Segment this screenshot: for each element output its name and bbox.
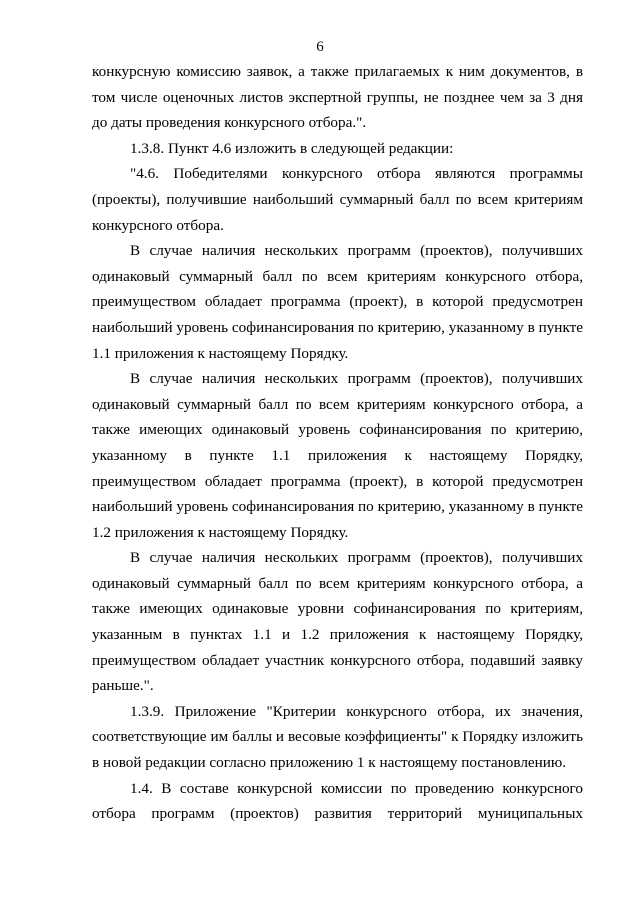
text-line: 1.4. В составе конкурсной комиссии по проведению конкурсного: [130, 779, 583, 797]
text-line: до даты проведения конкурсного отбора.".: [92, 114, 367, 132]
text-line: 1.3.9. Приложение "Критерии конкурсного отбора, их значения,: [130, 702, 583, 720]
text-line: В случае наличия нескольких программ (проектов), получивших: [130, 242, 583, 260]
text-line: одинаковый суммарный балл по всем критериям конкурсного отбора, а: [92, 395, 583, 413]
document-body: [92, 59, 583, 827]
text-line: том числе оценочных листов экспертной группы, не позднее чем за 3 дня: [92, 88, 583, 106]
text-line: "4.6. Победителями конкурсного отбора являются программы: [130, 165, 583, 183]
text-line: соответствующие им баллы и весовые коэффициенты" к Порядку изложить: [92, 728, 583, 746]
text-line: также имеющих одинаковые уровни софинансирования по критериям,: [92, 600, 583, 618]
text-line: преимуществом обладает программа (проект), в которой предусмотрен: [92, 293, 583, 311]
text-line: конкурсную комиссию заявок, а также прилагаемых к ним документов, в: [92, 63, 583, 80]
text-line: 1.1 приложения к настоящему Порядку.: [92, 344, 349, 362]
text-line: 1.3.8. Пункт 4.6 изложить в следующей редакции:: [130, 139, 454, 157]
text-line: указанным в пунктах 1.1 и 1.2 приложения к настоящему Порядку,: [92, 626, 583, 644]
text-line: конкурсного отбора.: [92, 216, 224, 234]
text-line: В случае наличия нескольких программ (проектов), получивших: [130, 370, 583, 388]
text-line: наибольший уровень софинансирования по критерию, указанному в пункте: [92, 318, 583, 336]
text-line: указанному в пункте 1.1 приложения к настоящему Порядку,: [92, 446, 583, 464]
body-text: [92, 59, 583, 827]
text-line: одинаковый суммарный балл по всем критериям конкурсного отбора, а: [92, 574, 583, 592]
text-line: одинаковый суммарный балл по всем критериям конкурсного отбора,: [92, 267, 583, 285]
text-line: отбора программ (проектов) развития территорий муниципальных: [92, 805, 583, 823]
text-line: преимуществом обладает программа (проект), в которой предусмотрен: [92, 472, 583, 490]
text-line: наибольший уровень софинансирования по критерию, указанному в пункте: [92, 498, 583, 516]
text-line: раньше.".: [92, 677, 154, 695]
text-line: также имеющих одинаковый уровень софинансирования по критерию,: [92, 421, 583, 439]
text-line: 1.2 приложения к настоящему Порядку.: [92, 523, 349, 541]
text-line: (проекты), получившие наибольший суммарный балл по всем критериям: [92, 190, 583, 208]
text-line: в новой редакции согласно приложению 1 к настоящему постановлению.: [92, 754, 567, 772]
text-line: В случае наличия нескольких программ (проектов), получивших: [130, 549, 583, 567]
text-line: преимуществом обладает участник конкурсного отбора, подавший заявку: [92, 651, 583, 669]
page-number: 6: [316, 39, 324, 55]
